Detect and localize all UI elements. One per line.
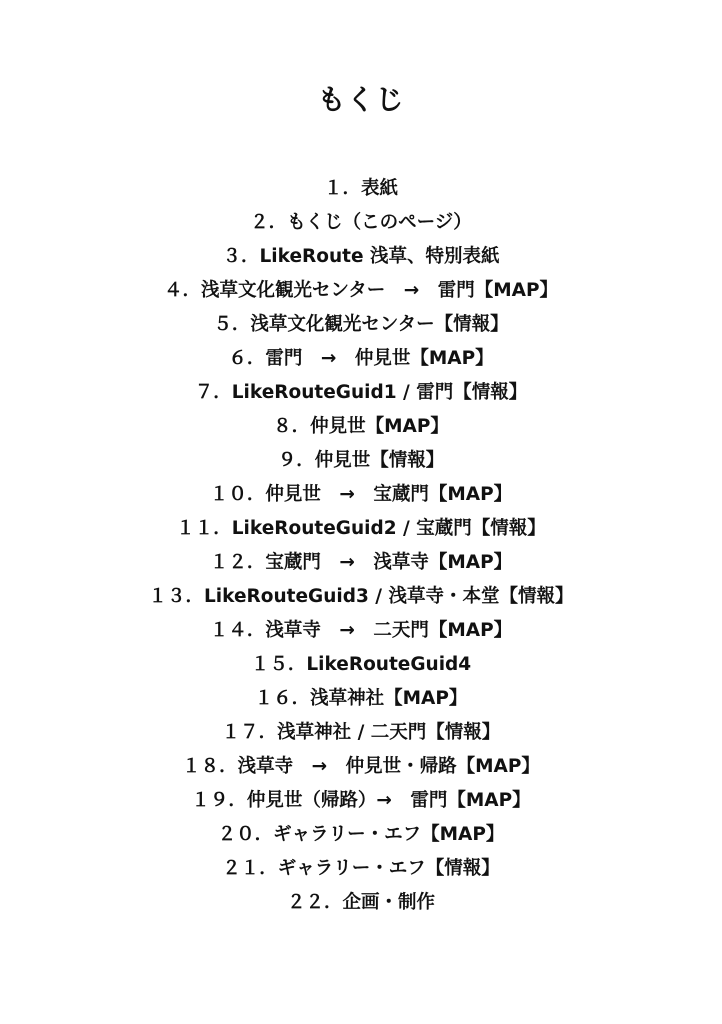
page-title: もくじ <box>317 83 405 116</box>
toc-item: ４．浅草文化観光センター → 雷門【MAP】 <box>163 280 559 301</box>
toc-item: １０．仲見世 → 宝蔵門【MAP】 <box>209 484 513 505</box>
toc-item: １１．LikeRouteGuid2 / 宝蔵門【情報】 <box>176 518 546 539</box>
toc-item: ２１．ギャラリー・エフ【情報】 <box>222 858 500 879</box>
toc-item: ６．雷門 → 仲見世【MAP】 <box>228 348 494 369</box>
toc-item: ７．LikeRouteGuid1 / 雷門【情報】 <box>194 382 528 403</box>
toc-item: ２２．企画・制作 <box>286 892 435 913</box>
toc-item: ２０．ギャラリー・エフ【MAP】 <box>217 824 505 845</box>
toc-item: １４．浅草寺 → 二天門【MAP】 <box>209 620 513 641</box>
toc-item: １２．宝蔵門 → 浅草寺【MAP】 <box>209 552 513 573</box>
table-of-contents <box>0 172 722 920</box>
toc-item: ３．LikeRoute 浅草、特別表紙 <box>222 246 500 267</box>
toc-item: １３．LikeRouteGuid3 / 浅草寺・本堂【情報】 <box>148 586 574 607</box>
toc-item: ９．仲見世【情報】 <box>277 450 445 471</box>
toc-item: １９．仲見世（帰路）→ 雷門【MAP】 <box>191 790 531 811</box>
toc-item: １．表紙 <box>323 178 398 199</box>
toc-item: ８．仲見世【MAP】 <box>273 416 449 437</box>
toc-item: １８．浅草寺 → 仲見世・帰路【MAP】 <box>182 756 540 777</box>
toc-item: １６．浅草神社【MAP】 <box>254 688 468 709</box>
toc-item: １５．LikeRouteGuid4 <box>250 654 472 675</box>
toc-item: １７．浅草神社 / 二天門【情報】 <box>221 722 501 743</box>
toc-item: ２．もくじ（このページ） <box>250 212 472 233</box>
toc-item: ５．浅草文化観光センター【情報】 <box>213 314 509 335</box>
